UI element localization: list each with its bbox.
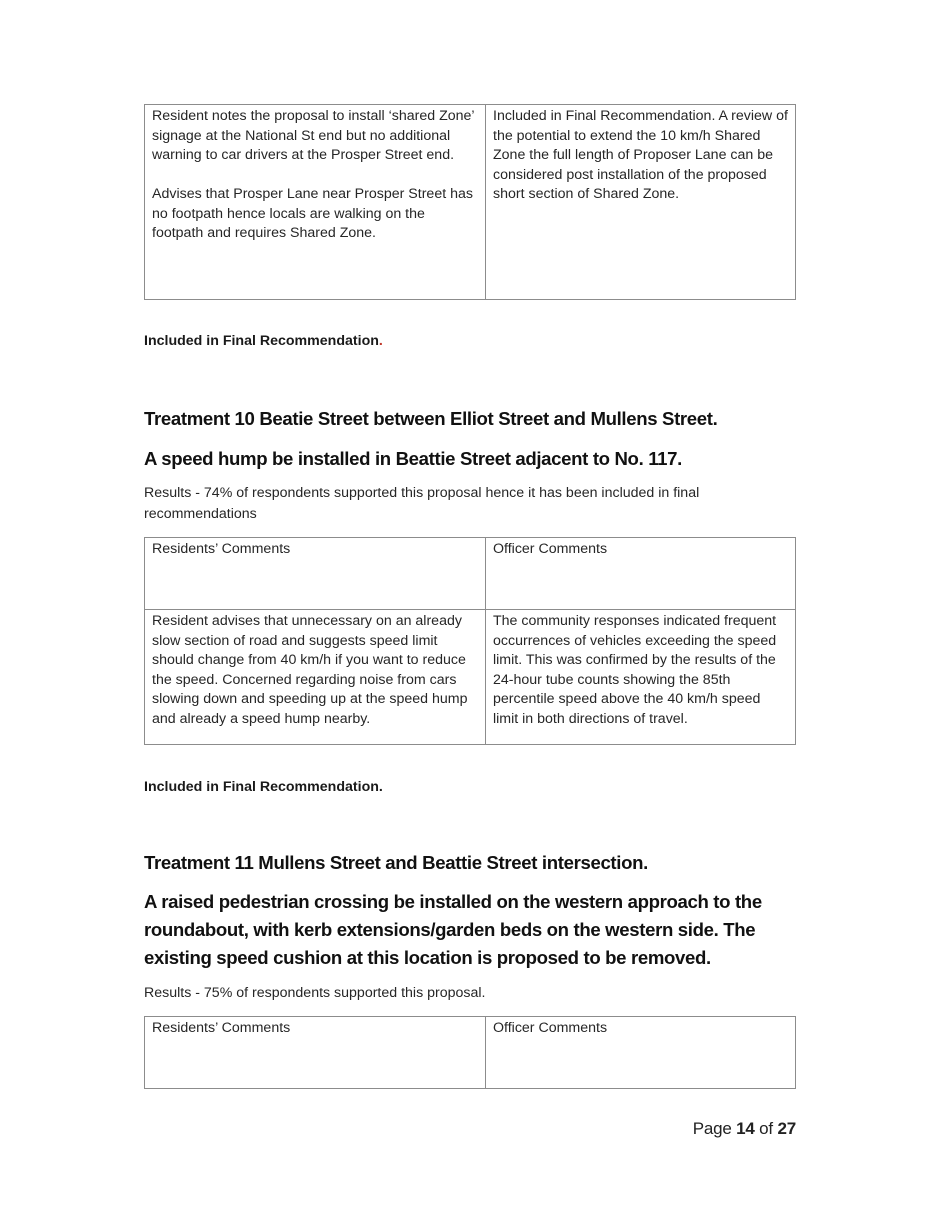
officer-comment-cell: Included in Final Recommendation. A review of the potential to extend the 10 km/h Shared Zone the full length of Proposer Lane can be considered post installation of the proposed short section of Shared Zone. — [486, 105, 796, 300]
officer-comment-cell: The community responses indicated frequent occurrences of vehicles exceeding the speed limit. This was confirmed by the results of the 24-hour tube counts showing the 85th percentile speed above the 40 km/h speed limit in both directions of travel. — [486, 610, 796, 745]
page-of: of — [759, 1119, 773, 1138]
page-number — [693, 1119, 796, 1139]
treatment-10-proposal: A speed hump be installed in Beattie Street adjacent to No. 117. — [144, 448, 682, 469]
page-current: 14 — [736, 1119, 755, 1138]
header-officer-comments: Officer Comments — [486, 538, 796, 610]
table-row — [145, 610, 796, 745]
page-total: 27 — [777, 1119, 796, 1138]
comments-table-treatment10 — [144, 537, 796, 745]
resident-comment-paragraph: Advises that Prosper Lane near Prosper Street has no footpath hence locals are walking on the footpath and requires Shared Zone. — [152, 186, 473, 241]
treatment-11-proposal: A raised pedestrian crossing be installed on the western approach to the roundabout, with kerb extensions/garden beds on the western side. The existing speed cushion at this location is proposed to be removed. — [144, 891, 762, 968]
recommendation-note — [144, 333, 383, 349]
resident-comment-paragraph: Resident notes the proposal to install ‘shared Zone’ signage at the National St end but no additional warning to car drivers at the Prosper Street end. — [152, 108, 475, 163]
table-row — [145, 105, 796, 300]
treatment-10-title: Treatment 10 Beatie Street between Elliot Street and Mullens Street. — [144, 408, 718, 429]
recommendation-note-dot: . — [378, 333, 383, 349]
resident-comment-cell: Resident advises that unnecessary on an already slow section of road and suggests speed limit should change from 40 km/h if you want to reduce the speed. Concerned regarding noise from cars slowing down and speeding up at the speed hump and already a speed hump nearby. — [145, 610, 486, 745]
header-residents-comments: Residents’ Comments — [145, 1017, 486, 1089]
treatment-11-results: Results - 75% of respondents supported this proposal. — [144, 985, 486, 1001]
page-label: Page — [692, 1119, 732, 1138]
recommendation-note: Included in Final Recommendation. — [144, 779, 383, 795]
recommendation-note-text: Included in Final Recommendation — [144, 333, 379, 349]
table-header-row — [145, 538, 796, 610]
header-residents-comments: Residents’ Comments — [145, 538, 486, 610]
treatment-11-title: Treatment 11 Mullens Street and Beattie Street intersection. — [144, 852, 648, 873]
resident-comment-cell — [145, 105, 486, 300]
header-officer-comments: Officer Comments — [486, 1017, 796, 1089]
comments-table-treatment11 — [144, 1016, 796, 1089]
table-header-row — [145, 1017, 796, 1089]
comments-table-treatment9 — [144, 104, 796, 300]
treatment-10-results: Results - 74% of respondents supported this proposal hence it has been included in final recommendations — [144, 485, 700, 522]
